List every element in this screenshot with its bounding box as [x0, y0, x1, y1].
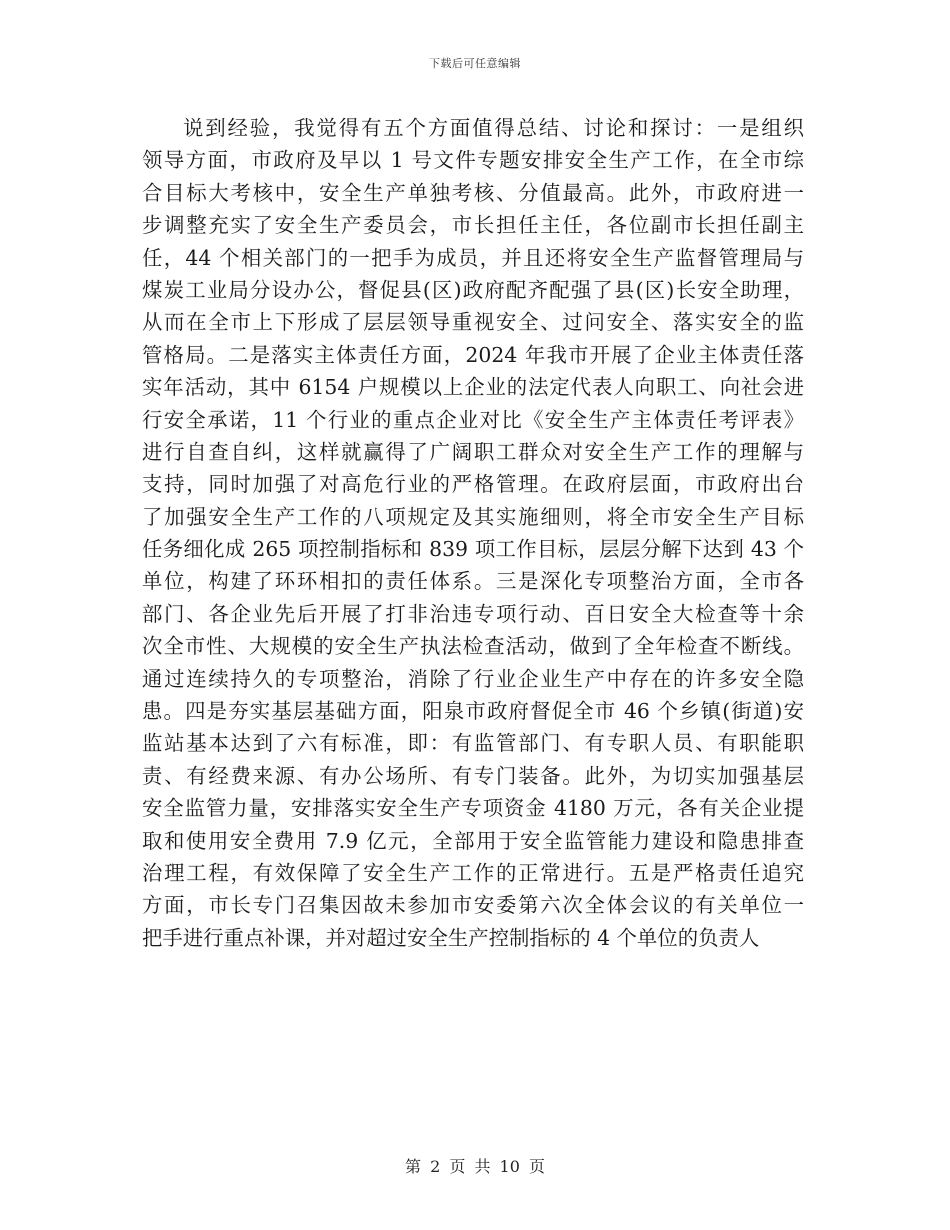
body-line: 实年活动，其中 6154 户规模以上企业的法定代表人向职工、向社会进: [142, 375, 804, 400]
body-line: 合目标大考核中，安全生产单独考核、分值最高。此外，市政府进一: [142, 180, 804, 205]
body-line: 治理工程，有效保障了安全生产工作的正常进行。五是严格责任追究: [142, 860, 804, 885]
body-line: 支持，同时加强了对高危行业的严格管理。在政府层面，市政府出台: [142, 472, 804, 497]
page-footer: 第 2 页 共 10 页: [405, 1157, 545, 1176]
body-line: 通过连续持久的专项整治，消除了行业企业生产中存在的许多安全隐: [142, 666, 804, 691]
body-line: 说到经验，我觉得有五个方面值得总结、讨论和探讨：一是组织: [183, 116, 804, 140]
body-line: 步调整充实了安全生产委员会，市长担任主任，各位副市长担任副主: [142, 213, 804, 238]
body-line: 单位，构建了环环相扣的责任体系。三是深化专项整治方面，全市各: [142, 569, 804, 594]
page-header: 下载后可任意编辑: [429, 57, 521, 70]
body-line: 把手进行重点补课，并对超过安全生产控制指标的 4 个单位的负责人: [142, 925, 760, 950]
body-line: 行安全承诺，11 个行业的重点企业对比《安全生产主体责任考评表》: [142, 407, 804, 432]
body-line: 安全监管力量，安排落实安全生产专项资金 4180 万元，各有关企业提: [142, 796, 804, 821]
body-line: 进行自查自纠，这样就赢得了广阔职工群众对安全生产工作的理解与: [142, 439, 804, 464]
body-line: 监站基本达到了六有标准，即：有监管部门、有专职人员、有职能职: [142, 731, 804, 756]
body-line: 责、有经费来源、有办公场所、有专门装备。此外，为切实加强基层: [142, 763, 804, 788]
body-line: 次全市性、大规模的安全生产执法检查活动，做到了全年检查不断线。: [142, 634, 804, 659]
body-line: 了加强安全生产工作的八项规定及其实施细则，将全市安全生产目标: [142, 504, 804, 529]
body-line: 管格局。二是落实主体责任方面，2024 年我市开展了企业主体责任落: [142, 342, 804, 367]
body-line: 取和使用安全费用 7.9 亿元，全部用于安全监管能力建设和隐患排查: [142, 828, 804, 853]
body-line: 任务细化成 265 项控制指标和 839 项工作目标，层层分解下达到 43 个: [142, 537, 804, 562]
body-line: 任，44 个相关部门的一把手为成员，并且还将安全生产监督管理局与: [142, 245, 804, 270]
body-line: 方面，市长专门召集因故未参加市安委第六次全体会议的有关单位一: [142, 893, 804, 918]
document-body: [142, 112, 804, 954]
body-line: 领导方面，市政府及早以 1 号文件专题安排安全生产工作，在全市综: [142, 148, 804, 173]
body-line: 煤炭工业局分设办公，督促县(区)政府配齐配强了县(区)长安全助理，: [142, 277, 804, 302]
body-line: 从而在全市上下形成了层层领导重视安全、过问安全、落实安全的监: [142, 310, 804, 335]
body-line: 部门、各企业先后开展了打非治违专项行动、百日安全大检查等十余: [142, 601, 804, 626]
body-line: 患。四是夯实基层基础方面，阳泉市政府督促全市 46 个乡镇(街道)安: [142, 699, 804, 724]
